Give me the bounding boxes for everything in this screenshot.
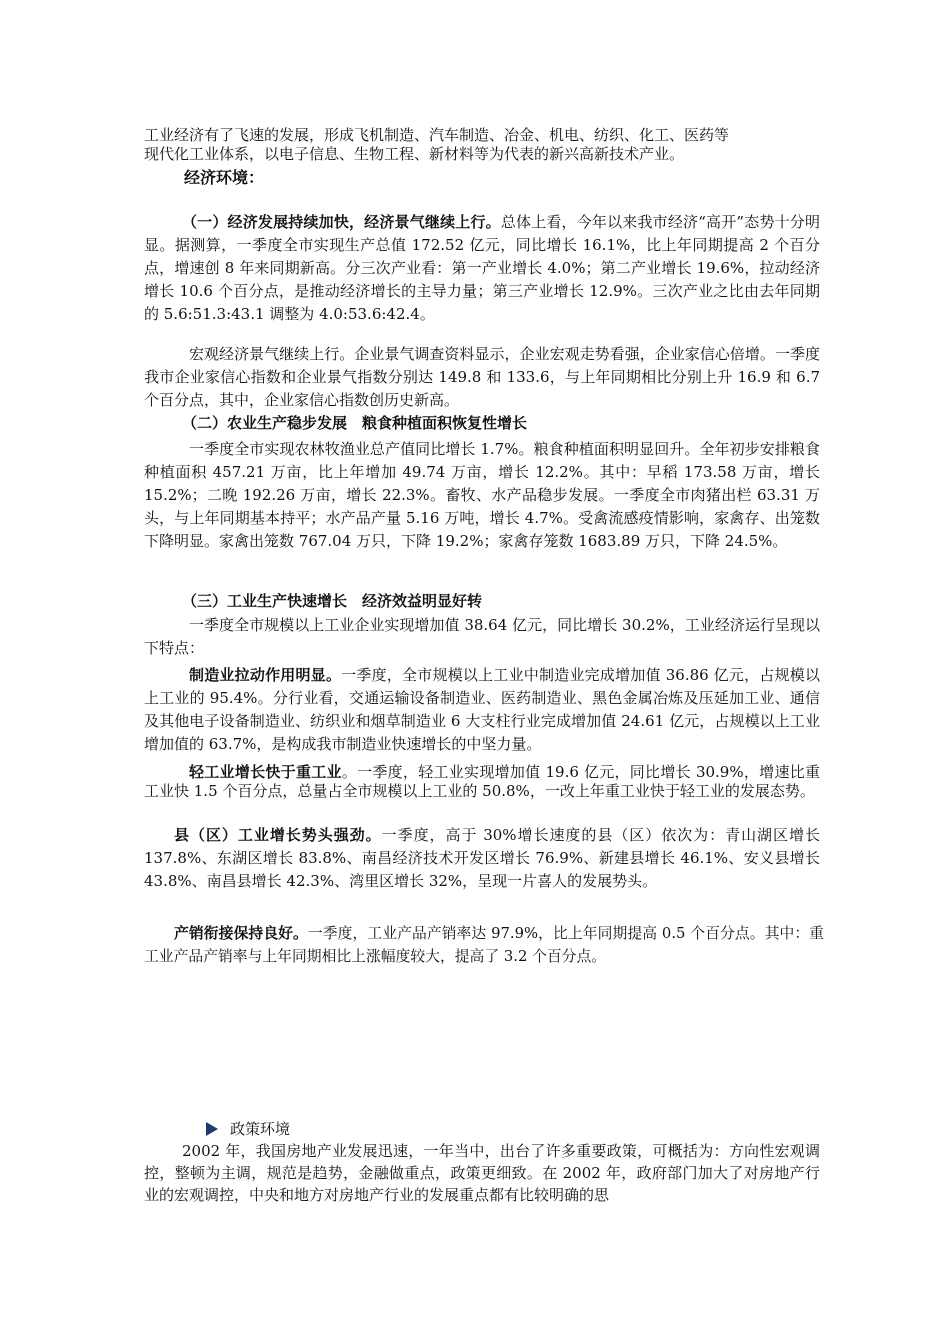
section-1-text: 总体上看，今年以来我市经济“高开”态势十分明显。据测算，一季度全市实现生产总值 172.52 亿元，同比增长 16.1%，比上年同期提高 2 个百分点，增速创 8 年来同期新高。分三次产业看：第一产业增长 4.0%；第二产业增长 19.6%，拉动经济增长 10.6 个百分点，是推动经济增长的主导力量；第三产业增长 12.9%。三次产业之比由去年同期的 5.6:51.3:43.1 调整为 4.0:53.6:42.4。	[144, 213, 820, 323]
manufacturing-paragraph	[144, 664, 820, 756]
section-3-intro: 一季度全市规模以上工业企业实现增加值 38.64 亿元，同比增长 30.2%，工业经济运行呈现以下特点：	[144, 616, 820, 657]
intro-line-1: 工业经济有了飞速的发展，形成飞机制造、汽车制造、冶金、机电、纺织、化工、医药等	[144, 126, 730, 144]
county-lead: 县（区）工业增长势头强劲。	[174, 826, 382, 844]
intro-line-2: 现代化工业体系，以电子信息、生物工程、新材料等为代表的新兴高新技术产业。	[144, 145, 685, 163]
sales-paragraph	[144, 922, 824, 968]
light-industry-text: 。一季度，轻工业实现增加值 19.6 亿元，同比增长 30.9%，增速比重工业快 1.5 个百分点，总量占全市规模以上工业的 50.8%，一改上年重工业快于轻工业的发展态势。	[144, 763, 820, 800]
section-2-heading: （二）农业生产稳步发展 粮食种植面积恢复性增长	[182, 414, 528, 432]
section-1-paragraph	[144, 211, 820, 326]
section-title: 经济环境：	[184, 168, 265, 187]
policy-paragraph: 2002 年，我国房地产业发展迅速，一年当中，出台了许多重要政策，可概括为：方向性宏观调控，整顿为主调，规范是趋势，金融做重点，政策更细致。在 2002 年，政府部门加大了对房地产行业的宏观调控，中央和地方对房地产行业的发展重点都有比较明确的思	[144, 1142, 820, 1204]
light-industry-lead: 轻工业增长快于重工业	[189, 763, 342, 781]
section-1-paragraph-2: 宏观经济景气继续上行。企业景气调查资料显示，企业宏观走势看强，企业家信心倍增。一季度我市企业家信心指数和企业景气指数分别达 149.8 和 133.6，与上年同期相比分别上升 16.9 和 6.7 个百分点，其中，企业家信心指数创历史新高。	[144, 345, 820, 409]
triangle-bullet-icon	[206, 1122, 218, 1136]
policy-heading: 政策环境	[230, 1120, 291, 1138]
county-text: 一季度，高于 30%增长速度的县（区）依次为：青山湖区增长 137.8%、东湖区增长 83.8%、南昌经济技术开发区增长 76.9%、新建县增长 46.1%、安义县增长 43.8%、南昌县增长 42.3%、湾里区增长 32%，呈现一片喜人的发展势头。	[144, 826, 820, 890]
section-1-heading: （一）经济发展持续加快，经济景气继续上行。	[182, 213, 501, 231]
light-industry-paragraph	[144, 763, 820, 801]
section-3-heading: （三）工业生产快速增长 经济效益明显好转	[182, 592, 483, 610]
section-2-paragraph: 一季度全市实现农林牧渔业总产值同比增长 1.7%。粮食种植面积明显回升。全年初步安排粮食种植面积 457.21 万亩，比上年增加 49.74 万亩，增长 12.2%。其中：早稻 173.58 万亩，增长 15.2%；二晚 192.26 万亩，增长 22.3%。畜牧、水产品稳步发展。一季度全市肉猪出栏 63.31 万头，与上年同期基本持平；水产品产量 5.16 万吨，增长 4.7%。受禽流感疫情影响，家禽存、出笼数下降明显。家禽出笼数 767.04 万只，下降 19.2%；家禽存笼数 1683.89 万只，下降 24.5%。	[144, 440, 820, 550]
sales-text: 一季度，工业产品产销率达 97.9%，比上年同期提高 0.5 个百分点。其中：重工业产品产销率与上年同期相比上涨幅度较大，提高了 3.2 个百分点。	[144, 925, 824, 965]
manufacturing-lead: 制造业拉动作用明显。	[189, 666, 342, 684]
manufacturing-text: 一季度，全市规模以上工业中制造业完成增加值 36.86 亿元，占规模以上工业的 95.4%。分行业看，交通运输设备制造业、医药制造业、黑色金属冶炼及压延加工业、通信及其他电子设备制造业、纺织业和烟草制造业 6 大支柱行业完成增加值 24.61 亿元，占规模以上工业增加值的 63.7%，是构成我市制造业快速增长的中坚力量。	[144, 666, 820, 753]
sales-lead: 产销衔接保持良好。	[174, 925, 308, 942]
county-paragraph	[144, 824, 820, 893]
